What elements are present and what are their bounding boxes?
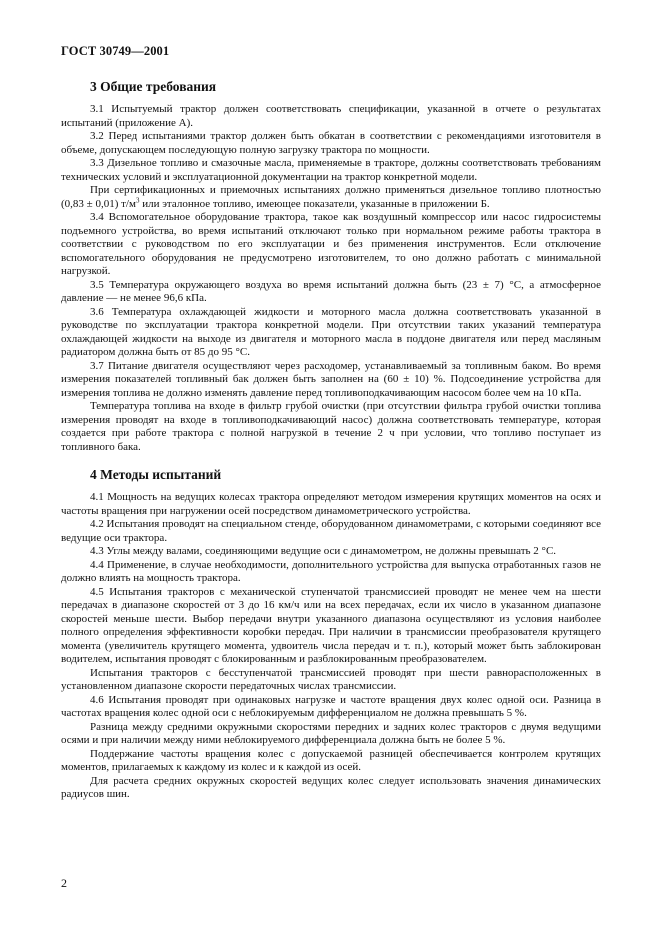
paragraph-4-4: 4.4 Применение, в случае необходимости, дополнительного устройства для выпуска отработанных газов не должно влиять на мощность трактора.: [61, 558, 601, 584]
paragraph-stepless-transmission: Испытания тракторов с бесступенчатой трансмиссией проводят при шести равнорасположенных в установленном диапазоне скорости передаточных числах трансмиссии.: [61, 666, 601, 692]
standard-header: ГОСТ 30749—2001: [61, 44, 170, 58]
paragraph-3-1: 3.1 Испытуемый трактор должен соответствовать спецификации, указанной в отчете о результатах испытаний (приложение А).: [61, 103, 601, 129]
paragraph-fuel-temperature: Температура топлива на входе в фильтр грубой очистки (при отсутствии фильтра грубой очистки топлива измерения проводят на входе в топливоподкачивающий насос) должна соответствовать температуре, которая создается при работе трактора с полной нагрузкой в течение 2 ч при условии, что топливо поступает из топливного бака.: [61, 400, 601, 453]
section-4-title: 4 Методы испытаний: [90, 467, 222, 482]
fuel-density-tail: или эталонное топливо, имеющее показатели, указанные в приложении Б.: [139, 197, 490, 210]
paragraph-3-2: 3.2 Перед испытаниями трактор должен быть обкатан в соответствии с рекомендациями изготовителя в объеме, допускающем последующую полную загрузку трактора по мощности.: [61, 130, 601, 156]
fuel-density-lead: При сертификационных и приемочных испытаниях должно применяться дизельное топливо плотностью (0,83 ± 0,01) т/м: [61, 184, 601, 210]
paragraph-4-3: 4.3 Углы между валами, соединяющими ведущие оси с динамометром, не должны превышать 2 °С.: [90, 545, 557, 557]
paragraph-4-1: 4.1 Мощность на ведущих колесах трактора определяют методом измерения крутящих моментов на осях и частоты вращения при нагружении осей посредством динамометрического устройства.: [61, 491, 601, 517]
section-3-title: 3 Общие требования: [90, 79, 217, 94]
paragraph-4-6: 4.6 Испытания проводят при одинаковых нагрузке и частоте вращения двух колес одной оси. Разница в частотах вращения колес одной оси с неблокируемым дифференциалом не должна превышать 5 %.: [61, 693, 601, 719]
paragraph-dynamic-radius: Для расчета средних окружных скоростей ведущих колес следует использовать значения динамических радиусов шин.: [61, 774, 601, 800]
paragraph-3-4: 3.4 Вспомогательное оборудование трактора, такое как воздушный компрессор или насос гидросистемы подъемного устройства, во время испытаний отключают только при нормальном режиме работы трактора в соответствии с руководством по его эксплуатации и без применения инструментов. Если отключение вспомогательного оборудования не предусмотрено изготовителем, то оно должно работать с минимальной нагрузкой.: [61, 211, 601, 277]
paragraph-3-3: 3.3 Дизельное топливо и смазочные масла, применяемые в тракторе, должны соответствовать требованиям технических условий и эксплуатационной документации на трактор конкретной модели.: [61, 157, 601, 183]
paragraph-torque-control: Поддержание частоты вращения колес с допускаемой разницей обеспечивается контролем крутящих моментов, прилагаемых к каждому из колес и к каждой из осей.: [61, 747, 601, 773]
fuel-density-exponent: 3: [135, 195, 140, 204]
paragraph-3-5: 3.5 Температура окружающего воздуха во время испытаний должна быть (23 ± 7) °С, а атмосферное давление — не менее 96,6 кПа.: [61, 278, 601, 304]
paragraph-fuel-density: [61, 184, 601, 211]
paragraph-axle-speed-difference: Разница между средними окружными скоростями передних и задних колес тракторов с двумя ведущими осями и при наличии между ними неблокируемого дифференциала должна быть не более 5 %.: [61, 720, 601, 746]
paragraph-3-6: 3.6 Температура охлаждающей жидкости и моторного масла должна соответствовать указанной в руководстве по эксплуатации трактора конкретной модели. При отсутствии таких указаний температура охлаждающей жидкости на выходе из двигателя и моторного масла в поддоне двигателя или перед масляным радиатором должна быть от 85 до 95 °С.: [61, 305, 601, 358]
paragraph-3-7: 3.7 Питание двигателя осуществляют через расходомер, устанавливаемый за топливным баком. Во время измерения показателей топливный бак должен быть заполнен на (60 ± 10) %. Подсоединение устройства для измерения топлива не должно изменять давление перед топливоподкачивающим насосом более чем на 10 кПа.: [61, 359, 601, 399]
document-body: [61, 72, 601, 802]
page-number: 2: [61, 876, 67, 890]
paragraph-4-2: 4.2 Испытания проводят на специальном стенде, оборудованном динамометрами, с которыми соединяют все ведущие оси трактора.: [61, 518, 601, 544]
paragraph-4-5: 4.5 Испытания тракторов с механической ступенчатой трансмиссией проводят не менее чем на шести передачах в диапазоне скоростей от 3 до 16 км/ч или на всех передачах, если их число в указанном диапазоне скоростей меньше шести. Выбор передачи внутри указанного диапазона осуществляют из условия наиболее полного определения эффективности коробки передач. При наличии в трансмиссии преобразователя крутящего момента (увеличитель крутящего момента, удвоитель числа передач и т. п.), который может быть заблокирован водителем, испытания проводят с блокированным и разблокированным преобразователем.: [61, 585, 601, 665]
